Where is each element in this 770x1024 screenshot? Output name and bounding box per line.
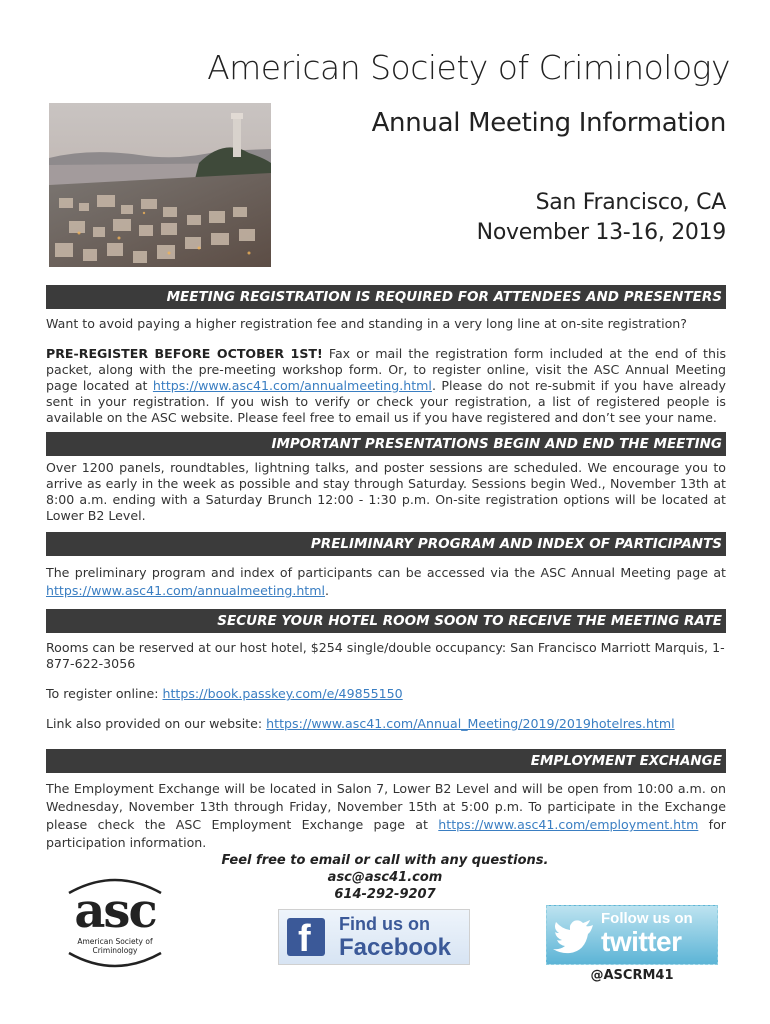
employment-link[interactable]: https://www.asc41.com/employment.htm bbox=[438, 817, 699, 832]
program-link[interactable]: https://www.asc41.com/annualmeeting.html bbox=[46, 583, 326, 598]
hotel-reservation-link[interactable]: https://www.asc41.com/Annual_Meeting/2019/2019hotelres.html bbox=[266, 716, 675, 731]
twitter-handle[interactable]: @ASCRM41 bbox=[590, 968, 674, 983]
page-subtitle: Annual Meeting Information bbox=[371, 108, 726, 138]
passkey-link[interactable]: https://book.passkey.com/e/49855150 bbox=[162, 686, 403, 701]
section-heading-registration: MEETING REGISTRATION IS REQUIRED FOR ATTENDEES AND PRESENTERS bbox=[46, 285, 726, 309]
facebook-line1: Find us on bbox=[339, 914, 430, 934]
twitter-bird-icon bbox=[553, 918, 595, 956]
registration-text-a: Fax or mail the registration form included at the end of this packet, along with the pre-meeting workshop form. Or, to register online, visit the ASC Annual Meeting page located at bbox=[46, 346, 726, 393]
section-heading-presentations: IMPORTANT PRESENTATIONS BEGIN AND END THE MEETING bbox=[46, 432, 726, 456]
page-title: American Society of Criminology bbox=[207, 48, 730, 87]
twitter-line2: twitter bbox=[601, 926, 682, 957]
san-francisco-photo bbox=[49, 103, 271, 267]
asc-logo-letters: asc bbox=[74, 883, 156, 939]
employment-body bbox=[46, 780, 726, 852]
hotel-website-label: Link also provided on our website: bbox=[46, 716, 267, 731]
hotel-text: Rooms can be reserved at our host hotel, $254 single/double occupancy: San Francisco Marriott Marquis, 1-877-622-3056 bbox=[46, 640, 725, 671]
preregister-lead: PRE-REGISTER BEFORE OCTOBER 1ST! bbox=[46, 346, 323, 361]
facebook-line2: Facebook bbox=[339, 934, 452, 961]
contact-line: Feel free to email or call with any questions. bbox=[221, 853, 549, 868]
program-body bbox=[46, 564, 726, 600]
registration-intro: Want to avoid paying a higher registration fee and standing in a very long line at on-site registration? bbox=[46, 316, 687, 331]
facebook-badge[interactable] bbox=[278, 909, 470, 965]
program-text: The preliminary program and index of participants can be accessed via the ASC Annual Meeting page at bbox=[46, 565, 726, 580]
registration-body bbox=[46, 346, 726, 426]
facebook-icon: f bbox=[287, 918, 325, 956]
program-tail: . bbox=[325, 583, 330, 598]
hotel-website-line bbox=[46, 716, 726, 732]
asc-logo-name: American Society of Criminology bbox=[77, 937, 153, 955]
meeting-dates: November 13-16, 2019 bbox=[476, 220, 726, 245]
annual-meeting-link[interactable]: https://www.asc41.com/annualmeeting.html bbox=[152, 378, 432, 393]
registration-text-b: . Please do not re-submit if you have already sent in your registration. If you wish to verify or check your registration, a list of registered people is available on the ASC website. Please feel free to email us if you have registered and don’t see your name. bbox=[46, 378, 726, 425]
section-heading-program: PRELIMINARY PROGRAM AND INDEX OF PARTICIPANTS bbox=[46, 532, 726, 556]
hotel-register-label: To register online: bbox=[46, 686, 163, 701]
contact-phone: 614-292-9207 bbox=[334, 887, 436, 902]
presentations-text: Over 1200 panels, roundtables, lightning talks, and poster sessions are scheduled. We encourage you to arrive as early in the week as possible and stay through Saturday. Sessions begin Wed., November 13th at 8:00 a.m. ending with a Saturday Brunch 12:00 - 1:30 p.m. On-site registration options will be located at Lower B2 Level. bbox=[46, 460, 726, 523]
twitter-badge[interactable] bbox=[546, 905, 718, 965]
meeting-location: San Francisco, CA bbox=[535, 190, 726, 215]
section-heading-employment: EMPLOYMENT EXCHANGE bbox=[46, 749, 726, 773]
twitter-line1: Follow us on bbox=[601, 910, 693, 927]
contact-email[interactable]: asc@asc41.com bbox=[327, 870, 443, 885]
hotel-register-line bbox=[46, 686, 726, 702]
section-heading-hotel: SECURE YOUR HOTEL ROOM SOON TO RECEIVE THE MEETING RATE bbox=[46, 609, 726, 633]
asc-logo bbox=[55, 873, 175, 973]
employment-text-a: The Employment Exchange will be located in Salon 7, Lower B2 Level and will be open from 10:00 a.m. on Wednesday, November 13th through Friday, November 15th at 5:00 p.m. To participate in the Exchange please check the ASC Employment Exchange page at bbox=[46, 781, 726, 832]
employment-text-b: for participation information. bbox=[46, 817, 726, 850]
